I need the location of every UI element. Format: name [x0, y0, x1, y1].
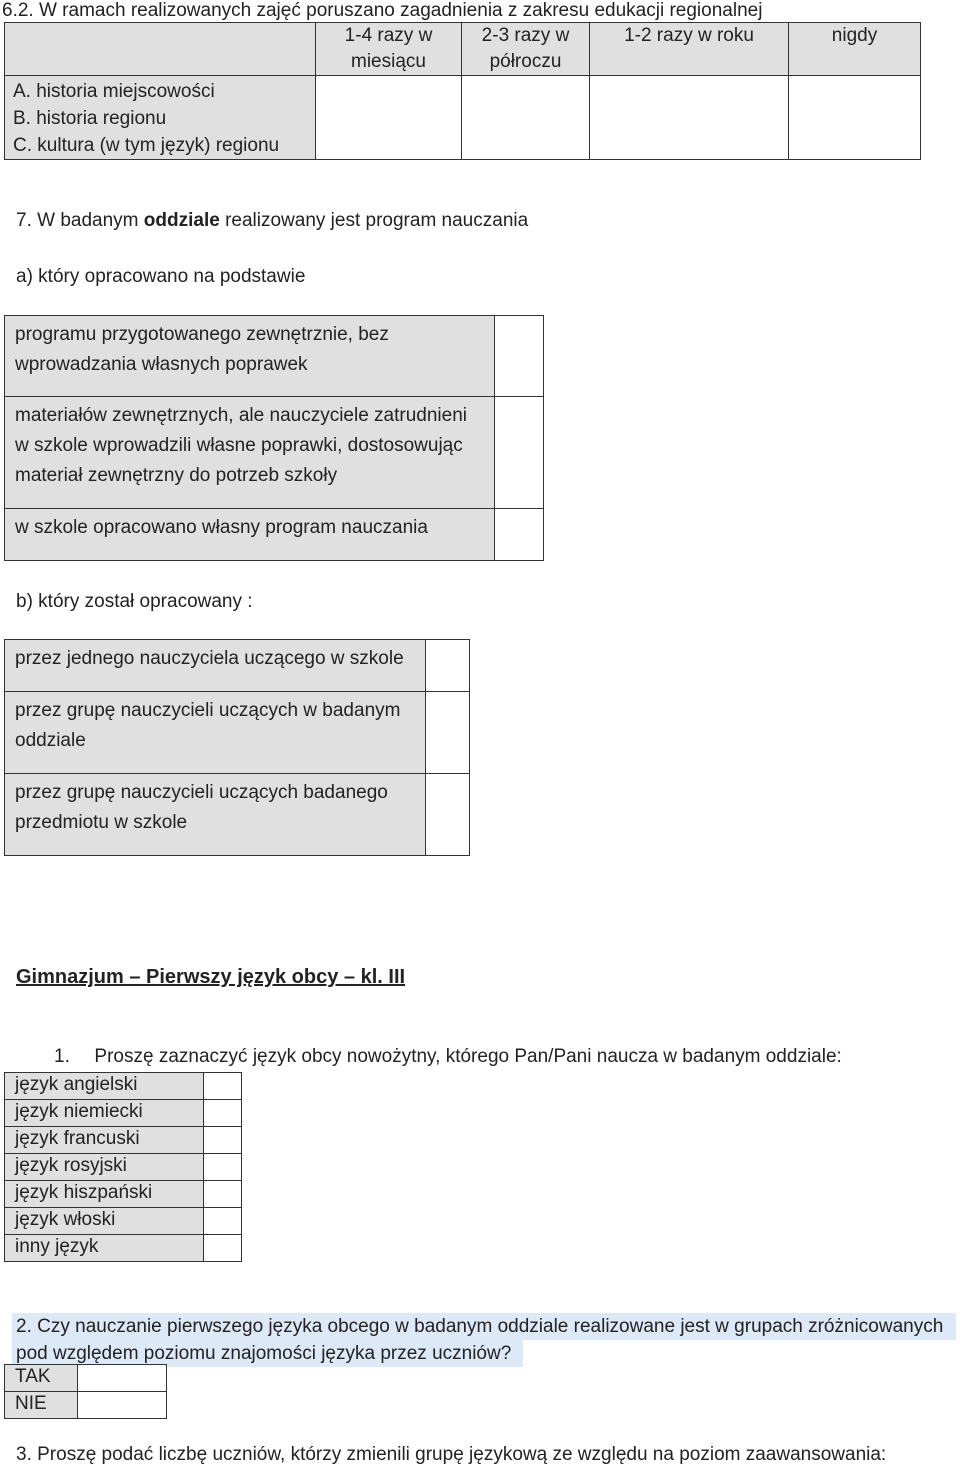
q1-checkbox[interactable] — [204, 1073, 242, 1100]
q2-title-line1: 2. Czy nauczanie pierwszego języka obcego w badanym oddziale realizowane jest w grupach zróżnicowanych — [12, 1313, 956, 1340]
q1-checkbox[interactable] — [204, 1127, 242, 1154]
q7b-checkbox-3[interactable] — [426, 774, 470, 856]
q1-option: język hiszpański — [5, 1181, 204, 1208]
q7b-title: b) który został opracowany : — [16, 591, 253, 612]
q1-title-line — [54, 1046, 842, 1068]
q7a-option-2-label: materiałów zewnętrznych, ale nauczyciele zatrudnieni w szkole wprowadzili własne poprawki, dostosowując materiał zewnętrzny do potrzeb szkoły — [15, 405, 468, 486]
q7-title — [16, 210, 528, 232]
q7a-table — [4, 315, 544, 561]
q7a-option-1-label: programu przygotowanego zewnętrznie, bez wprowadzania własnych poprawek — [15, 324, 389, 375]
q7a-checkbox-1[interactable] — [495, 316, 544, 397]
q3-title: 3. Proszę podać liczbę uczniów, którzy zmienili grupę językową ze względu na poziom zaawansowania: — [16, 1444, 887, 1465]
q62-table — [4, 22, 921, 160]
q7b-option-3 — [5, 774, 426, 856]
q2-table — [4, 1364, 167, 1419]
q7b-checkbox-2[interactable] — [426, 692, 470, 774]
q1-option: język rosyjski — [5, 1154, 204, 1181]
q7b-option-3-label: przez grupę nauczycieli uczących badanego przedmiotu w szkole — [15, 782, 388, 833]
q62-row-labels — [5, 76, 316, 160]
q7-title-post: realizowany jest program nauczania — [219, 210, 529, 231]
q7a-option-2 — [5, 397, 495, 509]
q1-checkbox[interactable] — [204, 1208, 242, 1235]
q1-option: język włoski — [5, 1208, 204, 1235]
q62-header-2: 2-3 razy w półroczu — [462, 23, 590, 76]
q62-checkbox-col3[interactable] — [590, 76, 789, 160]
q7a-option-1 — [5, 316, 495, 397]
q7b-option-1 — [5, 640, 426, 692]
q7a-option-3 — [5, 509, 495, 561]
q2-checkbox-yes[interactable] — [78, 1365, 167, 1392]
q2-checkbox-no[interactable] — [78, 1392, 167, 1419]
q1-option: inny język — [5, 1235, 204, 1262]
q1-option: język francuski — [5, 1127, 204, 1154]
q7a-checkbox-3[interactable] — [495, 509, 544, 561]
q62-checkbox-col2[interactable] — [462, 76, 590, 160]
q62-header-4: nigdy — [789, 23, 921, 76]
q7b-option-1-label: przez jednego nauczyciela uczącego w szkole — [15, 648, 404, 669]
q62-row-c: C. kultura (w tym język) regionu — [13, 135, 280, 156]
q62-header-3: 1-2 razy w roku — [590, 23, 789, 76]
q1-checkbox[interactable] — [204, 1235, 242, 1262]
q2-option-no: NIE — [5, 1392, 78, 1419]
q7-title-pre: 7. W badanym — [16, 210, 144, 231]
q7b-checkbox-1[interactable] — [426, 640, 470, 692]
q1-checkbox[interactable] — [204, 1154, 242, 1181]
q1-option: język niemiecki — [5, 1100, 204, 1127]
q62-header-1: 1-4 razy w miesiącu — [316, 23, 462, 76]
q1-table — [4, 1072, 242, 1262]
q2-title-line2: pod względem poziomu znajomości języka przez uczniów? — [12, 1340, 523, 1367]
q1-checkbox[interactable] — [204, 1100, 242, 1127]
q62-row-a: A. historia miejscowości — [13, 81, 215, 102]
q62-title: 6.2. W ramach realizowanych zajęć poruszano zagadnienia z zakresu edukacji regionalnej — [2, 0, 763, 21]
q7b-option-2-label: przez grupę nauczycieli uczących w badanym oddziale — [15, 700, 401, 751]
q1-number: 1. — [54, 1046, 70, 1067]
q7a-checkbox-2[interactable] — [495, 397, 544, 509]
q1-option: język angielski — [5, 1073, 204, 1100]
q1-checkbox[interactable] — [204, 1181, 242, 1208]
q1-title: Proszę zaznaczyć język obcy nowożytny, którego Pan/Pani naucza w badanym oddziale: — [94, 1046, 842, 1067]
q7a-title: a) który opracowano na podstawie — [16, 266, 306, 287]
q62-row-b: B. historia regionu — [13, 108, 167, 129]
section-heading: Gimnazjum – Pierwszy język obcy – kl. III — [16, 966, 406, 988]
q7a-option-3-label: w szkole opracowano własny program nauczania — [15, 517, 428, 538]
q7b-table — [4, 639, 470, 856]
q7-title-bold: oddziale — [143, 210, 220, 231]
q2-option-yes: TAK — [5, 1365, 78, 1392]
q62-checkbox-col4[interactable] — [789, 76, 921, 160]
q62-header-empty — [5, 23, 316, 76]
q7b-option-2 — [5, 692, 426, 774]
q62-checkbox-col1[interactable] — [316, 76, 462, 160]
